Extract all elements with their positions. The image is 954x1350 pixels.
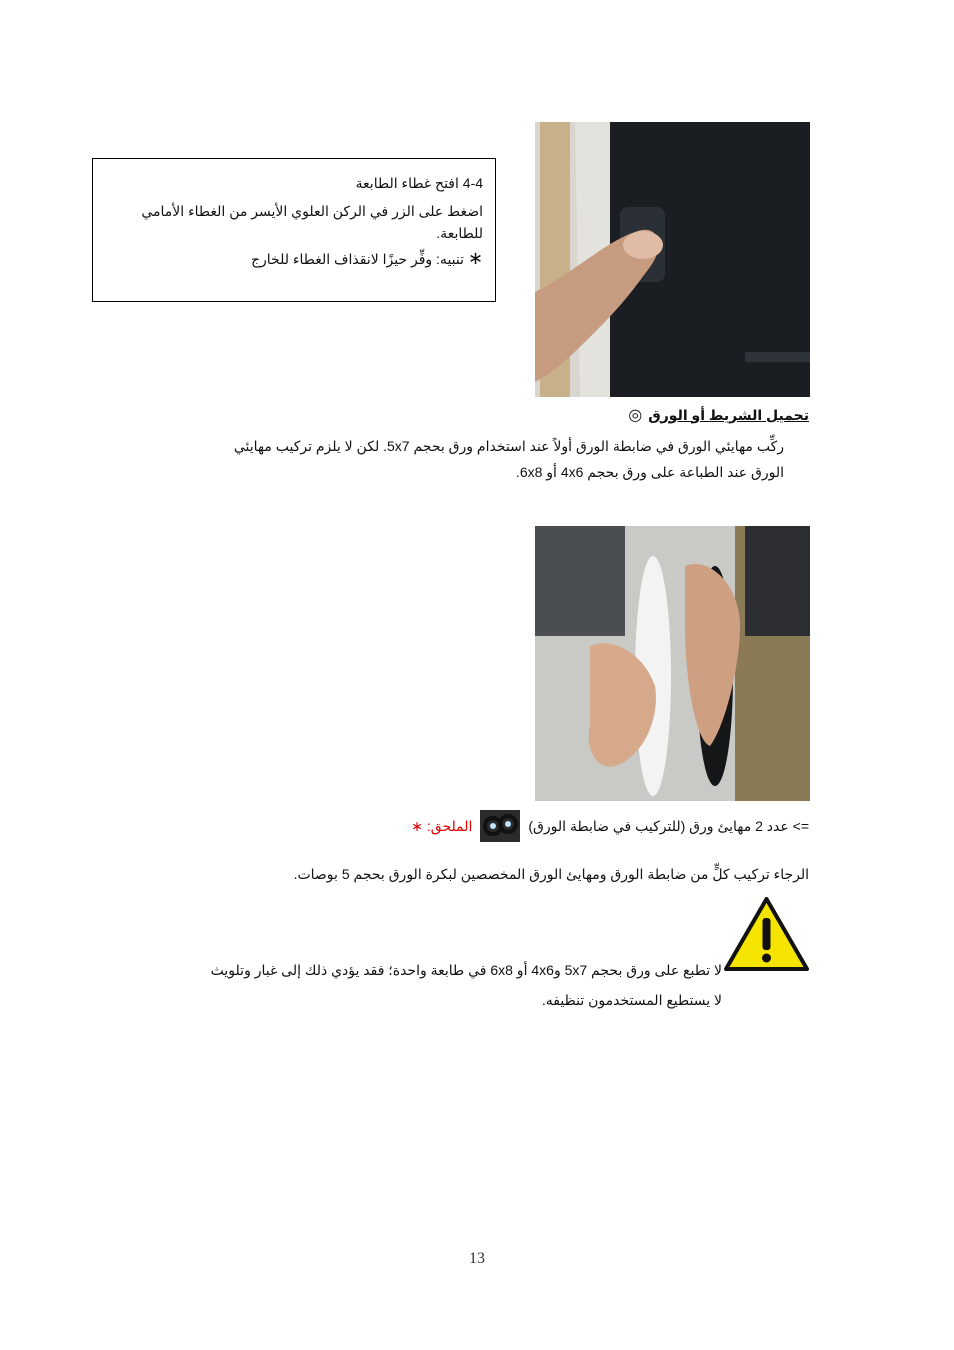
paper-holder-photo: [535, 526, 810, 801]
paragraph-line-1: ركِّب مهايئي الورق في ضابطة الورق أولاً عند استخدام ورق بحجم 5x7. لكن لا يلزم تركيب مهايئي: [233, 438, 784, 454]
step-note-text: تنبيه: وفِّر حيزًا لانقذاف الغطاء للخارج: [250, 251, 465, 267]
warning-triangle-icon: [723, 896, 810, 972]
paragraph-line-2: الورق عند الطباعة على ورق بحجم 4x6 أو 6x8.: [515, 464, 784, 480]
accessory-text: => عدد 2 مهايئ ورق (للتركيب في ضابطة الورق): [528, 818, 809, 834]
asterisk-icon: ∗: [411, 818, 423, 834]
install-instruction: الرجاء تركيب كلٍّ من ضابطة الورق ومهايئ الورق المخصصين لبكرة الورق بحجم 5 بوصات.: [293, 866, 809, 882]
instruction-box: [92, 158, 496, 302]
double-circle-icon: ◎: [628, 407, 643, 424]
warning-text: [142, 955, 722, 1015]
step-line-1: اضغط على الزر في الركن العلوي الأيسر من الغطاء الأمامي: [141, 203, 483, 219]
accessory-label: الملحق:: [426, 818, 473, 834]
paper-adapters-thumbnail: [480, 810, 520, 842]
warning-line-2: لا يستطيع المستخدمون تنظيفه.: [541, 992, 722, 1008]
paper-adapter-paragraph: [164, 433, 784, 485]
step-title: 4-4 افتح غطاء الطابعة: [355, 175, 483, 191]
printer-cover-button-photo: [535, 122, 810, 397]
section-heading-text: تحميل الشريط أو الورق: [648, 406, 809, 423]
warning-line-1: لا تطبع على ورق بحجم 5x7 و4x6 أو 6x8 في طابعة واحدة؛ فقد يؤدي ذلك إلى غبار وتلويث: [210, 962, 722, 978]
accessory-line: [411, 810, 809, 842]
step-note: [103, 244, 483, 273]
section-heading: [628, 405, 809, 425]
asterisk-icon: ∗: [467, 248, 483, 268]
step-description: [103, 200, 483, 244]
step-line-2: للطابعة.: [436, 225, 483, 241]
page-number: 13: [469, 1250, 485, 1267]
